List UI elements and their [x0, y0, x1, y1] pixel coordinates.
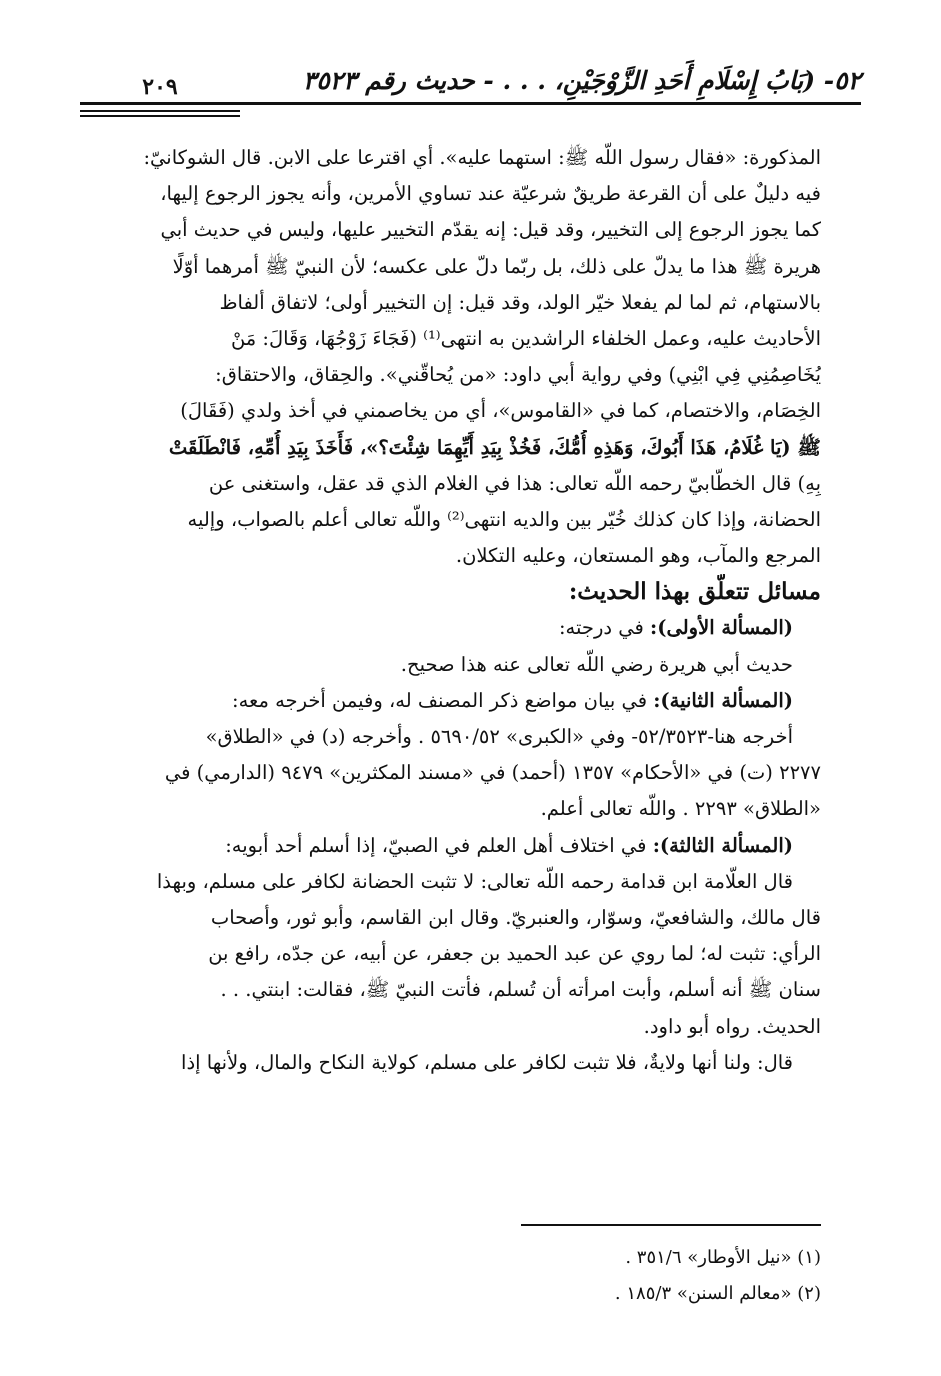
body-line: بِهِ) قال الخطّابيّ رحمه اللّه تعالى: هذا في الغلام الذي قد عقل، واستغنى عن: [208, 471, 821, 495]
question-1-label: (المسألة الأولى):: [650, 616, 793, 640]
footnote-rule: [521, 1224, 821, 1226]
body-text: [80, 140, 821, 1081]
question-2-text: في بيان مواضع ذكر المصنف له، وفيمن أخرجه معه:: [232, 688, 648, 712]
question-2-line: أخرجه هنا-٥٢/٣٥٢٣- وفي «الكبرى» ٥٦٩٠/٥٢ . وأخرجه (د) في «الطلاق»: [205, 725, 793, 748]
question-2-line: «الطلاق» ٢٢٩٣ . واللّه تعالى أعلم.: [540, 797, 821, 821]
question-2: [80, 683, 821, 719]
page-number: ٢٠٩: [142, 74, 178, 100]
page-number-rule-bottom: [80, 115, 240, 117]
body-line: المذكورة: «فقال رسول اللّه ﷺ: استهما عليه». أي اقترعا على الابن. قال الشوكانيّ:: [143, 146, 821, 169]
body-line: الحضانة، وإذا كان كذلك خُيّر بين والديه انتهى⁽²⁾ واللّه تعالى أعلم بالصواب، وإليه: [187, 507, 821, 531]
body-line: هريرة ﷺ هذا ما يدلّ على ذلك، بل ربّما دلّ على عكسه؛ لأن النبيّ ﷺ أمرهما أوّلًا: [172, 254, 821, 278]
question-1: [80, 610, 821, 646]
body-line: المرجع والمآب، وهو المستعان، وعليه التكلان.: [455, 544, 821, 568]
question-3: [80, 828, 821, 864]
question-1-body: حديث أبي هريرة رضي اللّه تعالى عنه هذا صحيح.: [400, 652, 793, 676]
question-2-label: (المسألة الثانية):: [653, 688, 793, 712]
footnote-2: (٢) «معالم السنن» ١٨٥/٣ .: [614, 1283, 821, 1304]
body-line: كما يجوز الرجوع إلى التخيير، وقد قيل: إنه يقدّم التخيير عليها، وليس في حديث أبي: [160, 218, 821, 242]
body-line: بالاستهام، ثم لما لم يفعلا خيّر الولد، وقد قيل: إن التخيير أولى؛ لاتفاق ألفاظ: [219, 290, 821, 314]
body-line: يُخَاصِمُنِي فِي ابْنِي) وفي رواية أبي داود: «من يُحاقّني». والحِقاق، والاحتقاق:: [215, 363, 821, 387]
body-line: فيه دليلٌ على أن القرعة طريقٌ شرعيّة عند تساوي الأمرين، وأنه يجوز الرجوع إليها،: [160, 182, 821, 206]
body-line: الأحاديث عليه، وعمل الخلفاء الراشدين به انتهى⁽¹⁾ (فَجَاءَ زَوْجُهَا، وَقَالَ: مَنْ: [230, 326, 821, 350]
question-3-line: قال العلّامة ابن قدامة رحمه اللّه تعالى: لا تثبت الحضانة لكافر على مسلم، وبهذا: [156, 869, 793, 893]
question-3-line: قال: ولنا أنها ولايةٌ، فلا تثبت لكافر على مسلم، كولاية النكاح والمال، ولأنها إذا: [181, 1050, 793, 1074]
footnotes: [80, 1240, 821, 1312]
footnote-1: (١) «نيل الأوطار» ٣٥١/٦ .: [625, 1247, 821, 1268]
body-line: الخِصَام، والاختصام، كما في «القاموس»، أي من يخاصمني في أخذ ولدي (فَقَالَ): [180, 399, 821, 423]
header-rule: [80, 102, 861, 105]
running-title: ٥٢- (بَابُ إِسْلَامِ أَحَدِ الزَّوْجَيْنِ، . . . - حديث رقم ٣٥٢٣: [302, 66, 861, 95]
question-3-line: سنان ﷺ أنه أسلم، وأبت امرأته أن تُسلم، فأتت النبيّ ﷺ، فقالت: ابنتي. . .: [220, 978, 821, 1002]
page-number-rule-top: [80, 110, 240, 112]
question-1-text: في درجته:: [558, 616, 644, 640]
question-3-line: الرأي: تثبت له؛ لما روي عن عبد الحميد بن جعفر، عن أبيه، عن جدّه، رافع بن: [208, 942, 821, 966]
question-2-line: ٢٢٧٧ (ت) في «الأحكام» ١٣٥٧ (أحمد) في «مسند المكثرين» ٩٤٧٩ (الدارمي) في: [164, 761, 821, 785]
question-3-line: الحديث. رواه أبو داود.: [643, 1014, 821, 1038]
body-line-hadith-text: ﷺ (يَا غُلَامُ، هَذَا أَبُوكَ، وَهَذِهِ أُمُّكَ، فَخُذْ بِيَدِ أَيِّهِمَا شِئْتَ؟»، فَأَخَذَ بِيَدِ أُمِّهِ، فَانْطَلَقَتْ: [168, 435, 821, 459]
question-3-line: قال مالك، والشافعيّ، وسوّار، والعنبريّ. وقال ابن القاسم، وأبو ثور، وأصحاب: [210, 905, 821, 929]
question-3-text: في اختلاف أهل العلم في الصبيّ، إذا أسلم أحد أبويه:: [225, 833, 647, 857]
section-heading: مسائل تتعلّق بهذا الحديث:: [568, 578, 821, 606]
page-header: [80, 60, 861, 120]
question-3-label: (المسألة الثالثة):: [652, 833, 793, 857]
